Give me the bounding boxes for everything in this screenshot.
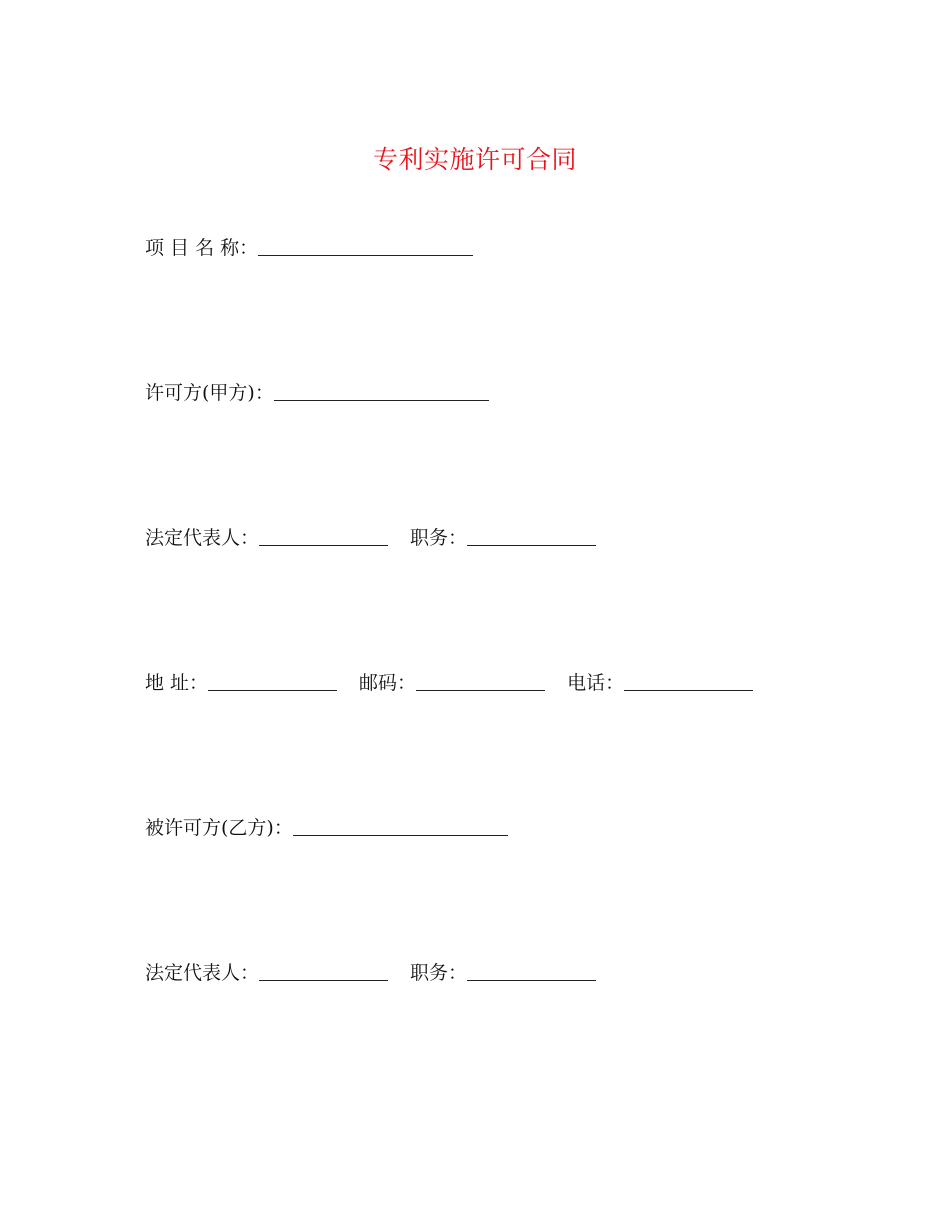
postcode-blank[interactable] — [416, 670, 545, 691]
licensor-rep-label: 法定代表人： — [145, 527, 260, 549]
address-label: 地 址： — [145, 672, 209, 694]
field-row-licensor-rep — [145, 525, 596, 551]
licensee-position-label: 职务： — [410, 962, 468, 984]
project-name-label: 项 目 名 称： — [145, 237, 259, 259]
licensee-rep-label: 法定代表人： — [145, 962, 260, 984]
licensor-position-blank[interactable] — [467, 525, 596, 546]
licensor-position-label: 职务： — [410, 527, 468, 549]
address-blank[interactable] — [208, 670, 337, 691]
field-row-project-name — [145, 235, 473, 261]
document-title: 专利实施许可合同 — [372, 145, 577, 174]
field-row-licensee-rep — [145, 960, 596, 986]
postcode-label: 邮码： — [359, 672, 417, 694]
project-name-blank[interactable] — [258, 235, 473, 256]
licensor-blank[interactable] — [274, 380, 489, 401]
licensee-position-blank[interactable] — [467, 960, 596, 981]
phone-blank[interactable] — [624, 670, 753, 691]
licensor-label: 许可方(甲方)： — [145, 382, 274, 404]
licensee-label: 被许可方(乙方)： — [145, 817, 293, 839]
phone-label: 电话： — [567, 672, 625, 694]
field-row-address — [145, 670, 753, 696]
licensor-rep-blank[interactable] — [259, 525, 388, 546]
field-row-licensor — [145, 380, 489, 406]
licensee-blank[interactable] — [293, 815, 508, 836]
field-row-licensee — [145, 815, 508, 841]
licensee-rep-blank[interactable] — [259, 960, 388, 981]
